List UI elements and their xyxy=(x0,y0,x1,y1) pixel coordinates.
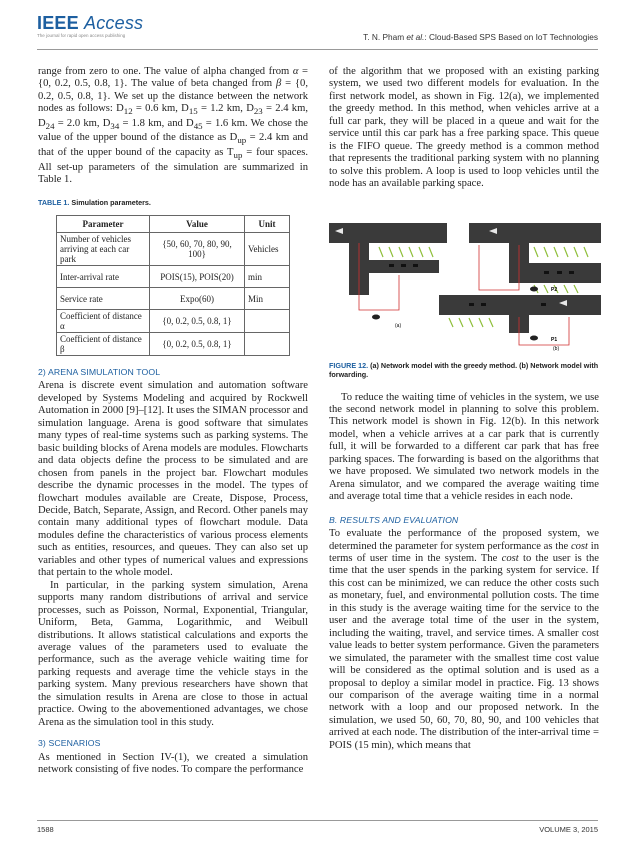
table-cell: {50, 60, 70, 80, 90, 100} xyxy=(150,233,245,266)
table-caption: TABLE 1. Simulation parameters. xyxy=(38,197,151,207)
paragraph-particular: In particular, in the parking system simulation, Arena supports many random distributions of arrival and service processes, such as Poisson, Normal, Exponential, Triangular, Uniform, Beta, Gamma, Logarithmic, and Weibull distributions. It allows statistical calculations and exports the average values of the parameters used to evaluate the performance, such as the average vehicle waiting time for parking requests and average time the vehicle stays in the parking system. Many previous researchers have shown that the simulation results in Arena are close to those in actual practice. Owing to the abovementioned advantages, we chose Arena as the simulation tool in this study. xyxy=(38,579,308,728)
node-marker xyxy=(530,286,538,291)
table-cell: {0, 0.2, 0.5, 0.8, 1} xyxy=(150,310,245,333)
table-cell: Number of vehicles arriving at each car park xyxy=(57,233,150,266)
table-row xyxy=(57,233,290,266)
routing-lines xyxy=(359,243,569,345)
logo-tagline: The journal for rapid open access publishing xyxy=(37,33,126,38)
paragraph-setup: range from zero to one. The value of alpha changed from α = {0, 0.2, 0.5, 0.8, 1}. The value of beta changed from β = {0, 0.2, 0.5, 0.8, 1}. We set up the distance between the network nodes as follows: $D_{12} = 0.6$ km, $D_{15} = 1.2$ km, $D_{23} = 2.4$ km, $D_{24} = 2.0$ km, $D_{34} = 1.8$ km, and $D_{45} = 1.6$ km. We chose the value of the upper bound of the distance as $D_{up} = 2.4$ km and that of the upper bound of the capacity as $T_{up}$ = four spaces. All set-up parameters of the simulation are summarized in Table 1. xyxy=(38,66,308,186)
paragraph-results: To evaluate the performance of the proposed system, we determined the parameter for system performance as the cost in terms of user time in the system. The cost to the user is the time that the user spends in the parking system for service. If this cost can be minimized, we can reduce the other costs such as monetary, fuel, and environmental pollution costs. The time in this study is the average waiting time for the service to the user and the average total time of the user in the system, including the waiting, travel, and service times. A smaller cost value leads to better system performance. Given the parameters we simulated, the parameter with the smallest time cost value will be considered as the optimal solution and is used as a proposal to deploy a similar model in practice. Fig. 13 shows our comparison of the average waiting time in a normal network with a loop and our proposed network. In the simulation, we used 50, 60, 70, 80, 90, and 100 vehicles that arrived at each node. The distribution of the inter-arrival time = POIS (15 min), which means that xyxy=(329,528,599,751)
table-cell: Coefficient of distance α xyxy=(57,310,150,333)
right-column xyxy=(329,66,599,752)
figure-12 xyxy=(329,205,601,355)
node-label-p1: P1 xyxy=(551,336,558,343)
simulation-parameters-table xyxy=(56,215,290,356)
node-marker xyxy=(530,335,538,340)
table-cell: min xyxy=(245,266,290,288)
road-network-a xyxy=(329,223,447,295)
table-row xyxy=(57,288,290,310)
logo-main-text: IEEE xyxy=(37,13,79,33)
page-number: 1588 xyxy=(37,825,54,834)
table-cell: Inter-arrival rate xyxy=(57,266,150,288)
table-cell: POIS(15), POIS(20) xyxy=(150,266,245,288)
volume-label: VOLUME 3, 2015 xyxy=(539,825,598,834)
running-head: T. N. Pham et al.: Cloud-Based SPS Based on IoT Technologies xyxy=(363,32,598,42)
table-cell xyxy=(245,333,290,356)
table-header-row xyxy=(57,216,290,233)
section-heading-scenarios: 3) SCENARIOS xyxy=(38,738,101,749)
network-model-figure xyxy=(329,205,601,355)
road-network-b-lower xyxy=(439,295,601,333)
table-row xyxy=(57,310,290,333)
node-marker xyxy=(372,314,380,319)
road-network-b xyxy=(469,223,601,283)
table-row xyxy=(57,333,290,356)
subfigure-b-label: (b) xyxy=(553,345,560,352)
table-header: Parameter xyxy=(57,216,150,233)
table-cell: Service rate xyxy=(57,288,150,310)
paragraph-forwarding: To reduce the waiting time of vehicles in the system, we use the second network model in planning to solve this problem. This network model is shown in Fig. 12(b). In this network model, when a vehicle arrives at a car park that is currently full, it will be forwarded to a different car park that has free parking spaces. The forwarding is based on the algorithms that we have proposed. We simulated two network models in the Arena simulator, and we compared the average waiting time and average total time that a vehicle resides in each node. xyxy=(329,391,599,503)
section-heading-results: B. RESULTS AND EVALUATION xyxy=(329,514,459,525)
header-rule xyxy=(37,49,598,50)
table-cell: Coefficient of distance β xyxy=(57,333,150,356)
logo-sub-text: Access xyxy=(84,13,144,33)
paragraph-models: of the algorithm that we proposed with an existing parking system, we used two different models for evaluation. In the first network model, as shown in Fig. 12(a), we implemented the greedy method. In this method, when vehicles arrive at a full car park, they will be placed in a queue and wait for the service until this car park has a free parking space. This queue is the FIFO queue. The greedy method is a common method that represents the traditional parking system with no planning to solve this problem. A loop is used to loop vehicles until the node has an available parking space. xyxy=(329,66,599,190)
paragraph-arena: Arena is discrete event simulation and automation software developed by Systems Modeling and acquired by Rockwell Automation in 2000 [9]–[12]. It uses the SIMAN processor and simulation language. Arena is good software that simulates many types of real-time systems such as parking systems. The basic building blocks of Arena models are modules. Flowcharts and data objects define the process to be simulated and are chosen from panels in the project bar. Flowchart modules describe the dynamic processes in the model. The types of flowchart modules available are Create, Dispose, Process, Decide, Batch, Separate, Assign, and Record. Other panels may contain many additional types of flowchart module. Data modules define the characteristics of various process elements such as entities, resources, and queues. They can also set up variables and other types of numerical values and expressions that pertain to the whole model. xyxy=(38,380,308,579)
paragraph-scenarios: As mentioned in Section IV-(1), we created a simulation network consisting of five nodes. To compare the performance xyxy=(38,751,308,776)
figure-caption: FIGURE 12. (a) Network model with the greedy method. (b) Network model with forwarding. xyxy=(329,360,599,380)
section-heading-arena: 2) ARENA SIMULATION TOOL xyxy=(38,367,161,378)
table-cell: Expo(60) xyxy=(150,288,245,310)
footer-rule xyxy=(37,820,598,821)
table-row xyxy=(57,266,290,288)
node-label-p2: P2 xyxy=(551,286,558,293)
table-header: Value xyxy=(150,216,245,233)
ieee-access-logo xyxy=(37,14,143,38)
table-cell: Vehicles xyxy=(245,233,290,266)
table-cell: {0, 0.2, 0.5, 0.8, 1} xyxy=(150,333,245,356)
table-header: Unit xyxy=(245,216,290,233)
table-cell: Min xyxy=(245,288,290,310)
left-column xyxy=(38,66,308,777)
table-cell xyxy=(245,310,290,333)
subfigure-a-label: (a) xyxy=(395,322,402,329)
